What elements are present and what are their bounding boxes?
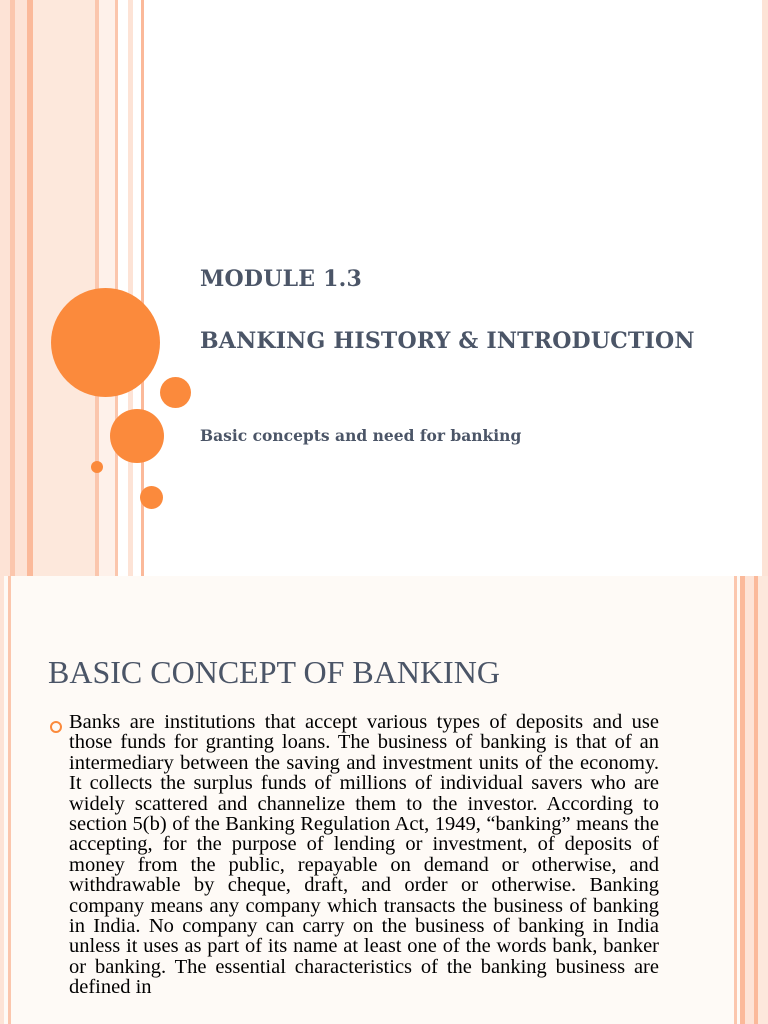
decorative-stripe [0, 0, 10, 576]
decorative-stripe [0, 576, 4, 1024]
decorative-stripe [734, 576, 737, 1024]
slide-heading: BASIC CONCEPT OF BANKING [48, 654, 500, 690]
decorative-circle [160, 377, 191, 408]
decorative-stripe [128, 0, 133, 576]
title-line-1: MODULE 1.3 [200, 266, 362, 292]
decorative-stripe [745, 576, 754, 1024]
decorative-stripe [8, 576, 11, 1024]
bullet-ring-icon [50, 721, 62, 733]
decorative-stripe [15, 0, 27, 576]
subtitle: Basic concepts and need for banking [200, 426, 522, 445]
decorative-circle [110, 409, 164, 463]
decorative-stripe [33, 0, 95, 576]
decorative-stripe [762, 0, 768, 576]
decorative-circle [140, 486, 163, 509]
decorative-circle-small [91, 461, 103, 473]
bullet-text: Banks are institutions that accept various types of deposits and use those funds for granting loans. The business of banking is that of an intermediary between the saving and investment units of the economy. It collects the surplus funds of millions of individual savers who are widely scattered and channelize them to the investor. According to section 5(b) of the Banking Regulation Act, 1949, “banking” means the accepting, for the purpose of lending or investment, of deposits of money from the public, repayable on demand or otherwise, and withdrawable by cheque, draft, and order or otherwise. Banking company means any company which transacts the business of banking in India. No company can carry on the business of banking in India unless it uses as part of its name at least one of the words bank, banker or banking. The essential characteristics of the banking business are defined in [69, 711, 659, 999]
decorative-stripe [758, 576, 768, 1024]
content-slide [0, 576, 768, 1024]
title-line-2: BANKING HISTORY & INTRODUCTION [200, 328, 695, 354]
decorative-circle-large [51, 288, 160, 397]
